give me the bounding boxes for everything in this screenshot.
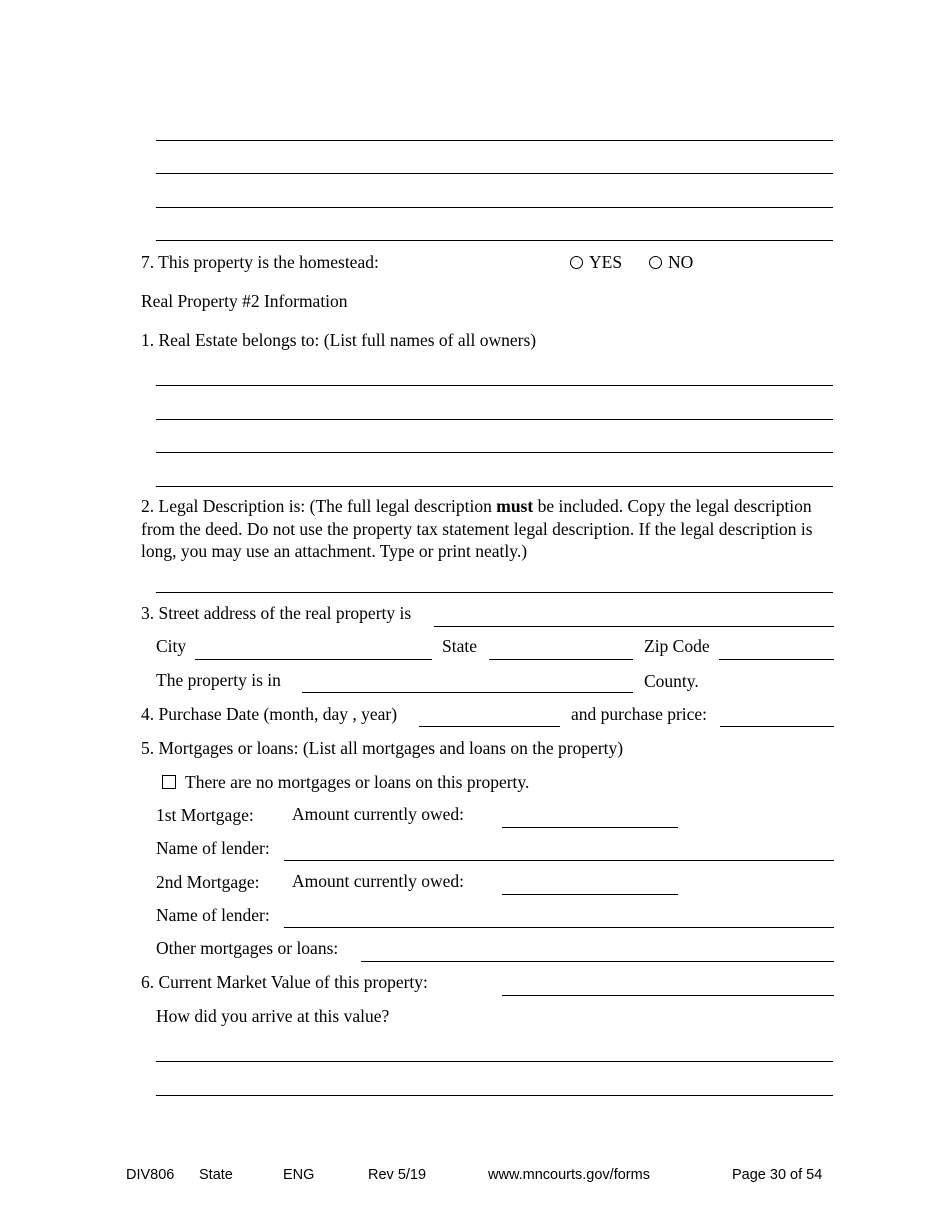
answer-line[interactable] xyxy=(156,240,833,241)
yes-label: YES xyxy=(589,252,623,272)
county-prefix-label: The property is in xyxy=(156,670,281,690)
value-method-line[interactable] xyxy=(156,1095,833,1096)
first-lender-label: Name of lender: xyxy=(156,838,270,858)
other-mortgages-line[interactable] xyxy=(361,961,834,962)
county-line[interactable] xyxy=(302,692,633,693)
second-lender-line[interactable] xyxy=(284,927,834,928)
purchase-date-line[interactable] xyxy=(419,726,560,727)
legal-line-1-post: be included. Copy the legal description xyxy=(533,496,812,516)
street-address-line[interactable] xyxy=(434,626,834,627)
no-mortgages-option[interactable] xyxy=(162,772,529,792)
second-amount-label: Amount currently owed: xyxy=(292,871,465,891)
legal-description-line[interactable] xyxy=(156,592,833,593)
value-method-line[interactable] xyxy=(156,1061,833,1062)
first-amount-line[interactable] xyxy=(502,827,678,828)
legal-description-instructions xyxy=(141,495,831,563)
purchase-price-line[interactable] xyxy=(720,726,834,727)
city-label: City xyxy=(156,636,187,656)
footer-lang: ENG xyxy=(283,1167,315,1183)
footer-rev: Rev 5/19 xyxy=(368,1167,427,1183)
owners-line[interactable] xyxy=(156,452,833,453)
footer-page: Page 30 of 54 xyxy=(732,1167,823,1183)
owners-line[interactable] xyxy=(156,385,833,386)
no-mortgages-label: There are no mortgages or loans on this property. xyxy=(185,772,530,792)
homestead-yes-option[interactable] xyxy=(570,252,622,272)
other-mortgages-label: Other mortgages or loans: xyxy=(156,938,339,958)
purchase-price-label: and purchase price: xyxy=(571,704,708,724)
footer-url: www.mncourts.gov/forms xyxy=(488,1167,650,1183)
owners-line[interactable] xyxy=(156,486,833,487)
county-suffix-label: County. xyxy=(644,671,699,691)
first-amount-label: Amount currently owed: xyxy=(292,804,465,824)
legal-line-3: long, you may use an attachment. Type or print neatly.) xyxy=(141,541,528,561)
legal-line-1 xyxy=(141,495,831,518)
zip-line[interactable] xyxy=(719,659,834,660)
state-label: State xyxy=(442,636,477,656)
no-mortgages-checkbox[interactable] xyxy=(162,775,176,789)
legal-line-1-bold: must xyxy=(496,496,534,516)
first-mortgage-label: 1st Mortgage: xyxy=(156,805,254,825)
second-amount-line[interactable] xyxy=(502,894,678,895)
radio-no[interactable] xyxy=(649,256,662,269)
purchase-date-label: 4. Purchase Date (month, day , year) xyxy=(141,704,398,724)
section-title: Real Property #2 Information xyxy=(141,291,348,311)
answer-line[interactable] xyxy=(156,207,833,208)
footer-form-id: DIV806 xyxy=(126,1167,175,1183)
market-value-label: 6. Current Market Value of this property: xyxy=(141,972,428,992)
market-value-line[interactable] xyxy=(502,995,834,996)
mortgages-question: 5. Mortgages or loans: (List all mortgages and loans on the property) xyxy=(141,738,624,758)
radio-yes[interactable] xyxy=(570,256,583,269)
answer-line[interactable] xyxy=(156,173,833,174)
answer-line[interactable] xyxy=(156,140,833,141)
homestead-no-option[interactable] xyxy=(649,252,693,272)
state-line[interactable] xyxy=(489,659,633,660)
value-method-label: How did you arrive at this value? xyxy=(156,1006,390,1026)
owners-line[interactable] xyxy=(156,419,833,420)
second-mortgage-label: 2nd Mortgage: xyxy=(156,872,260,892)
second-lender-label: Name of lender: xyxy=(156,905,270,925)
first-lender-line[interactable] xyxy=(284,860,834,861)
owners-question: 1. Real Estate belongs to: (List full names of all owners) xyxy=(141,330,537,350)
footer-state: State xyxy=(199,1167,233,1183)
no-label: NO xyxy=(668,252,694,272)
street-address-label: 3. Street address of the real property is xyxy=(141,603,412,623)
legal-line-1-pre: 2. Legal Description is: (The full legal description xyxy=(141,496,497,516)
homestead-question: 7. This property is the homestead: xyxy=(141,252,379,272)
legal-line-2: from the deed. Do not use the property tax statement legal description. If the legal description is xyxy=(141,518,813,539)
zip-label: Zip Code xyxy=(644,636,710,656)
city-line[interactable] xyxy=(195,659,432,660)
